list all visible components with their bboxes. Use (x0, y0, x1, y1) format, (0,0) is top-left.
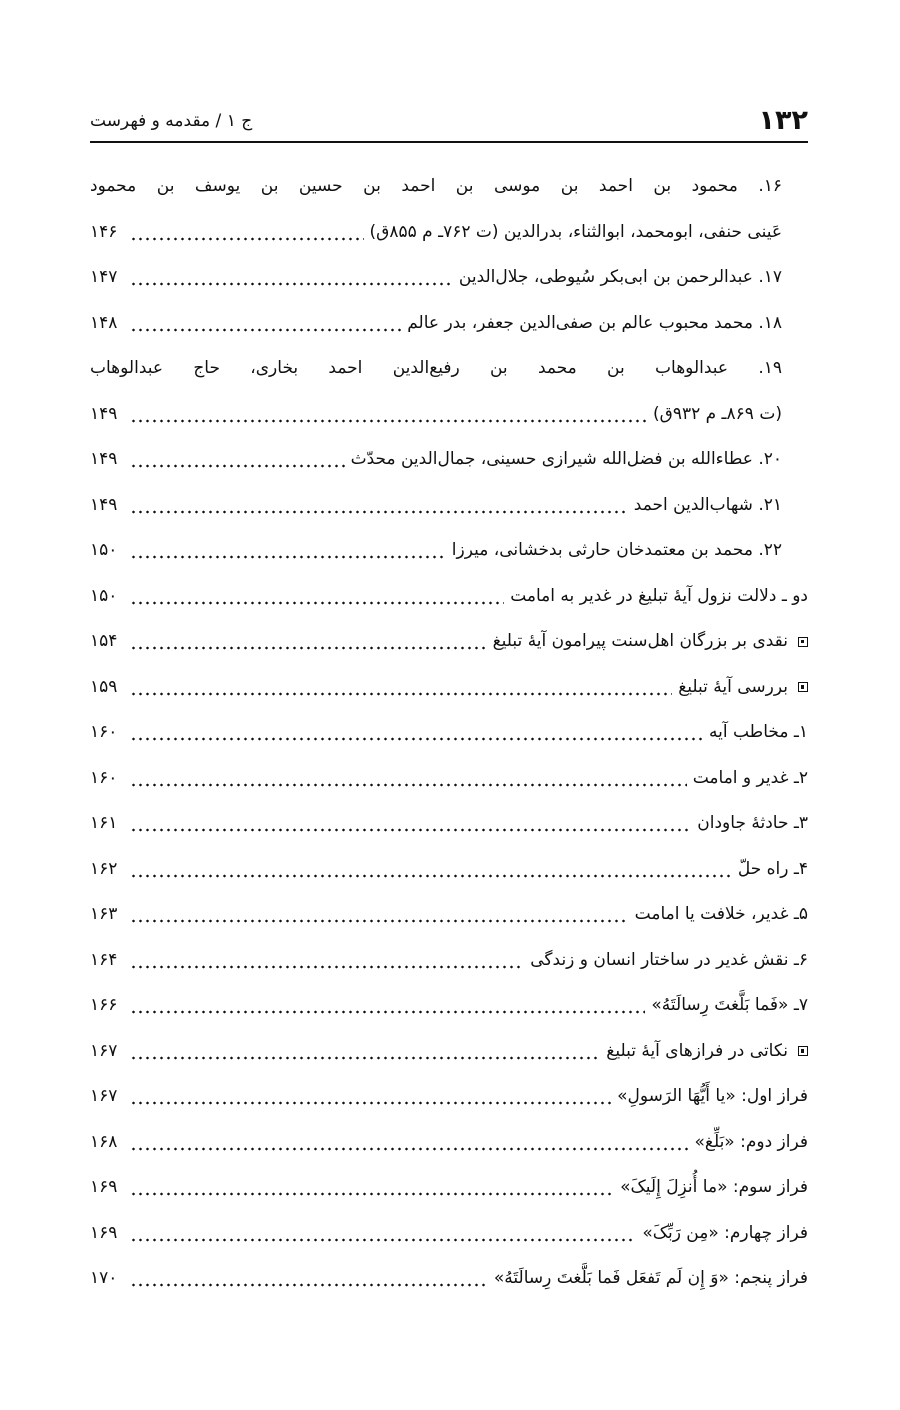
toc-entry-page: ۱۵۰ (90, 540, 118, 561)
toc-entry (90, 938, 808, 984)
toc-entry (90, 164, 808, 210)
dot-leader (130, 588, 504, 605)
dot-leader (130, 1270, 488, 1287)
toc-entry-title: ۲ـ غدیر و امامت (692, 767, 808, 788)
toc-entry-page: ۱۵۴ (90, 631, 118, 652)
toc-entry (90, 892, 808, 938)
dot-leader (130, 1043, 600, 1060)
running-head: ج ۱ / مقدمه و فهرست (90, 111, 253, 131)
square-bullet-icon (798, 682, 808, 692)
toc-entry-title: بررسی آیهٔ تبلیغ (678, 676, 788, 697)
dot-leader (130, 1179, 614, 1196)
toc-entry-title: ۲۱. شهاب‌الدین احمد (633, 494, 782, 515)
toc-entry-title: عَینی حنفی، ابومحمد، ابوالثناء، بدرالدین (ت ۷۶۲ـ م ۸۵۵ق) (369, 221, 782, 242)
dot-leader (130, 633, 487, 650)
toc-entry-page: ۱۴۸ (90, 312, 118, 333)
toc-entry (90, 710, 808, 756)
dot-leader (130, 679, 672, 696)
toc-entry (90, 346, 808, 392)
toc-entry-page: ۱۶۷ (90, 1086, 118, 1107)
page-number: ۱۳۲ (758, 105, 808, 136)
toc-entry-title: ۷ـ «فَما بَلَّغتَ رِسالَتَهُ» (651, 995, 808, 1016)
toc-entry-page: ۱۴۶ (90, 221, 118, 242)
toc-entry-page: ۱۵۹ (90, 676, 118, 697)
toc-entry-title: ۱۸. محمد محبوب عالم بن صفی‌الدین جعفر، بدر عالم (407, 312, 782, 333)
toc-entry-title: فراز پنجم: «وَ إِن لَم تَفعَل فَما بَلَّغتَ رِسالَتَهُ» (493, 1268, 808, 1289)
dot-leader (130, 861, 732, 878)
toc-entry-title: ۱۹. عبدالوهاب بن محمد بن رفیع‌الدین احمد بخاری، حاج عبدالوهاب (90, 358, 782, 379)
toc-entry-title: نقدی بر بزرگان اهل‌سنت پیرامون آیهٔ تبلیغ (492, 631, 788, 652)
toc-entry-title: ۳ـ حادثهٔ جاودان (697, 813, 808, 834)
toc-entry (90, 483, 808, 529)
toc-entry-title: ۱۶. محمود بن احمد بن موسی بن احمد بن حسین بن یوسف بن محمود (90, 176, 782, 197)
toc-entry-title: (ت ۸۶۹ـ م ۹۳۲ق) (652, 403, 782, 424)
dot-leader (130, 815, 691, 832)
toc-entry-page: ۱۶۴ (90, 949, 118, 970)
table-of-contents (90, 164, 808, 1302)
toc-entry (90, 1029, 808, 1075)
toc-entry-page: ۱۴۹ (90, 403, 118, 424)
dot-leader (130, 952, 524, 969)
toc-entry (90, 665, 808, 711)
toc-entry-page: ۱۶۰ (90, 722, 118, 743)
toc-entry (90, 255, 808, 301)
toc-entry-title: نکاتی در فرازهای آیهٔ تبلیغ (606, 1040, 788, 1061)
dot-leader (130, 224, 364, 241)
toc-entry-title: ۶ـ نقش غدیر در ساختار انسان و زندگی (530, 949, 808, 970)
toc-entry (90, 801, 808, 847)
toc-entry-page: ۱۶۱ (90, 813, 118, 834)
toc-entry-page: ۱۴۹ (90, 494, 118, 515)
toc-entry-title: ۲۲. محمد بن معتمدخان حارثی بدخشانی، میرزا (451, 540, 782, 561)
toc-entry-title: ۱۷. عبدالرحمن بن ابی‌بکر سُیوطی، جلال‌الدین (458, 267, 782, 288)
dot-leader (130, 269, 453, 286)
toc-entry (90, 1120, 808, 1166)
dot-leader (130, 1225, 636, 1242)
toc-entry (90, 983, 808, 1029)
toc-entry-page: ۱۶۷ (90, 1040, 118, 1061)
toc-entry-title: فراز چهارم: «مِن رَبِّکَ» (642, 1222, 808, 1243)
toc-entry (90, 574, 808, 620)
toc-entry-page: ۱۶۸ (90, 1131, 118, 1152)
header-rule (90, 141, 808, 143)
toc-entry-title: دو ـ دلالت نزول آیهٔ تبلیغ در غدیر به امامت (510, 585, 808, 606)
dot-leader (130, 997, 645, 1014)
toc-entry-page: ۱۶۹ (90, 1222, 118, 1243)
toc-entry-page: ۱۶۳ (90, 904, 118, 925)
dot-leader (130, 542, 446, 559)
toc-entry-page: ۱۶۰ (90, 767, 118, 788)
toc-entry-title: ۴ـ راه حلّ (737, 858, 808, 879)
square-bullet-icon (798, 1046, 808, 1056)
toc-entry (90, 756, 808, 802)
square-bullet-icon (798, 637, 808, 647)
toc-entry-page: ۱۵۰ (90, 585, 118, 606)
dot-leader (130, 497, 628, 514)
dot-leader (130, 1088, 611, 1105)
toc-entry (90, 301, 808, 347)
dot-leader (130, 315, 401, 332)
dot-leader (130, 724, 703, 741)
toc-entry-title: فراز دوم: «بَلِّغ» (694, 1131, 808, 1152)
toc-entry-title: ۵ـ غدیر، خلافت یا امامت (634, 904, 808, 925)
toc-entry (90, 1074, 808, 1120)
toc-entry (90, 619, 808, 665)
toc-entry-title: فراز اول: «یا أَیُّهَا الرَسولِ» (617, 1086, 808, 1107)
toc-entry (90, 1165, 808, 1211)
toc-entry-page: ۱۴۹ (90, 449, 118, 470)
toc-entry-page: ۱۶۹ (90, 1177, 118, 1198)
toc-entry (90, 1256, 808, 1302)
toc-entry (90, 528, 808, 574)
toc-entry (90, 210, 808, 256)
page-header (90, 94, 808, 134)
toc-entry-page: ۱۶۲ (90, 858, 118, 879)
toc-entry-page: ۱۶۶ (90, 995, 118, 1016)
toc-entry-page: ۱۷۰ (90, 1268, 118, 1289)
dot-leader (130, 406, 647, 423)
dot-leader (130, 1134, 689, 1151)
toc-entry (90, 392, 808, 438)
dot-leader (130, 451, 345, 468)
dot-leader (130, 770, 687, 787)
dot-leader (130, 906, 629, 923)
toc-entry-title: ۱ـ مخاطب آیه (709, 722, 808, 743)
toc-entry (90, 1211, 808, 1257)
toc-entry-page: ۱۴۷ (90, 267, 118, 288)
toc-entry-title: فراز سوم: «ما أُنزِلَ إِلَیکَ» (620, 1177, 808, 1198)
toc-entry-title: ۲۰. عطاءالله بن فضل‌الله شیرازی حسینی، جمال‌الدین محدّث (350, 449, 782, 470)
toc-entry (90, 847, 808, 893)
toc-entry (90, 437, 808, 483)
